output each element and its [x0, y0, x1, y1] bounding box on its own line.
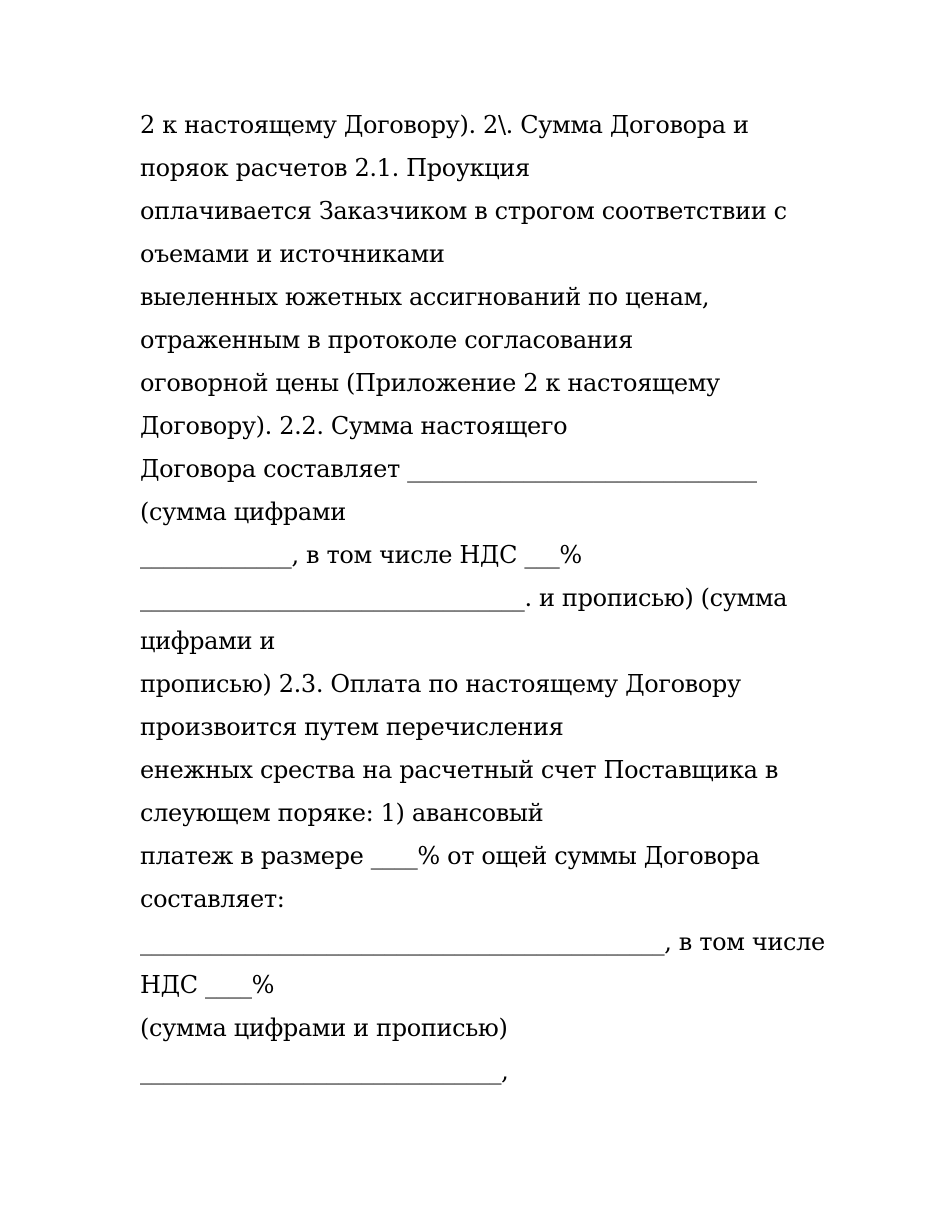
contract-text: [140, 104, 840, 1093]
text-line: выеленных южетных ассигнований по ценам,: [140, 283, 710, 311]
text-line: поряок расчетов 2.1. Проукция: [140, 154, 530, 182]
text-line: произвоится путем перечисления: [140, 713, 564, 741]
text-line: оъемами и источниками: [140, 240, 445, 268]
text-line: слеующем поряке: 1) авансовый: [140, 799, 544, 827]
text-line: отраженным в протоколе согласования: [140, 326, 633, 354]
text-line: _____________, в том числе НДС ___%: [140, 541, 582, 569]
text-line: составляет:: [140, 885, 285, 913]
text-line: (сумма цифрами: [140, 498, 346, 526]
text-line: цифрами и: [140, 627, 276, 655]
text-line: 2 к настоящему Договору). 2\. Сумма Договора и: [140, 111, 749, 139]
text-line: Договора составляет ______________________________: [140, 455, 757, 483]
text-line: _________________________________. и прописью) (сумма: [140, 584, 788, 612]
text-line: _____________________________________________, в том числе: [140, 928, 825, 956]
text-line: енежных срества на расчетный счет Поставщика в: [140, 756, 779, 784]
text-line: оплачивается Заказчиком в строгом соответствии с: [140, 197, 787, 225]
text-line: НДС ____%: [140, 971, 275, 999]
text-line: оговорной цены (Приложение 2 к настоящему: [140, 369, 720, 397]
text-line: (сумма цифрами и прописью): [140, 1014, 508, 1042]
text-line: прописью) 2.3. Оплата по настоящему Договору: [140, 670, 741, 698]
text-line: Договору). 2.2. Сумма настоящего: [140, 412, 568, 440]
text-line: платеж в размере ____% от ощей суммы Договора: [140, 842, 760, 870]
text-line: _______________________________,: [140, 1057, 509, 1085]
